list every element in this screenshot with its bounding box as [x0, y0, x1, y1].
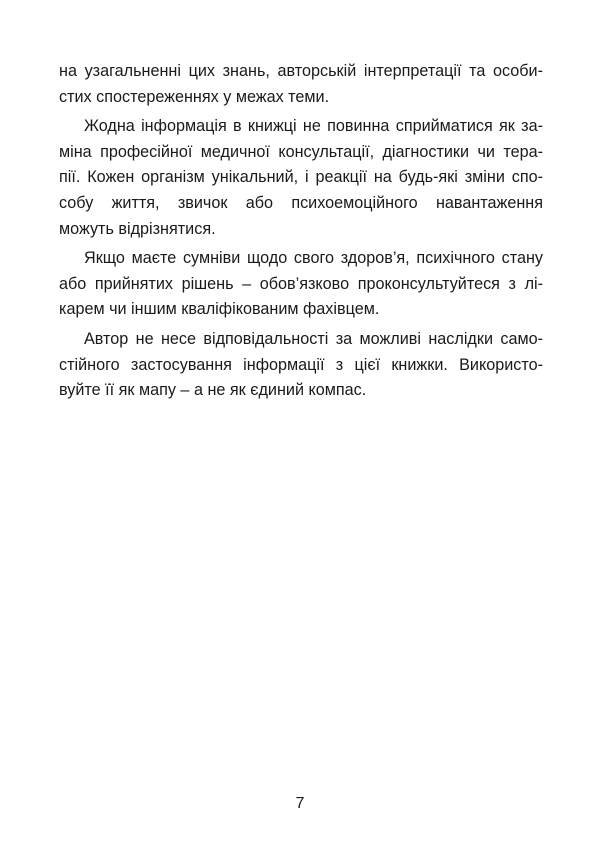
text-line: міна професійної медичної консультації, діагностики чи тера- — [59, 142, 543, 161]
paragraph — [59, 327, 543, 404]
text-line: собу життя, звичок або психоемоційного навантаження — [59, 193, 543, 212]
text-line: Якщо маєте сумніви щодо свого здоров’я, психічного стану — [84, 249, 543, 268]
body-text — [59, 59, 543, 408]
text-line: вуйте її як мапу – а не як єдиний компас. — [59, 381, 367, 400]
text-line: Жодна інформація в книжці не повинна сприйматися як за- — [84, 117, 543, 136]
text-line: або прийнятих рішень – обов’язково проконсультуйтеся з лі- — [59, 274, 543, 293]
text-line: на узагальненні цих знань, авторській інтерпретації та особи- — [59, 62, 543, 80]
paragraph — [59, 114, 543, 242]
page-number: 7 — [295, 795, 305, 812]
paragraph — [59, 59, 543, 110]
text-line: можуть відрізнятися. — [59, 219, 216, 238]
text-line: стійного застосування інформації з цієї книжки. Використо- — [59, 355, 543, 374]
text-line: Автор не несе відповідальності за можливі наслідки само- — [84, 329, 543, 348]
text-line: стих спостереженнях у межах теми. — [59, 87, 330, 106]
text-line: карем чи іншим кваліфікованим фахівцем. — [59, 300, 380, 319]
paragraph — [59, 246, 543, 323]
text-line: пії. Кожен організм унікальний, і реакції на будь-які зміни спо- — [59, 168, 543, 187]
